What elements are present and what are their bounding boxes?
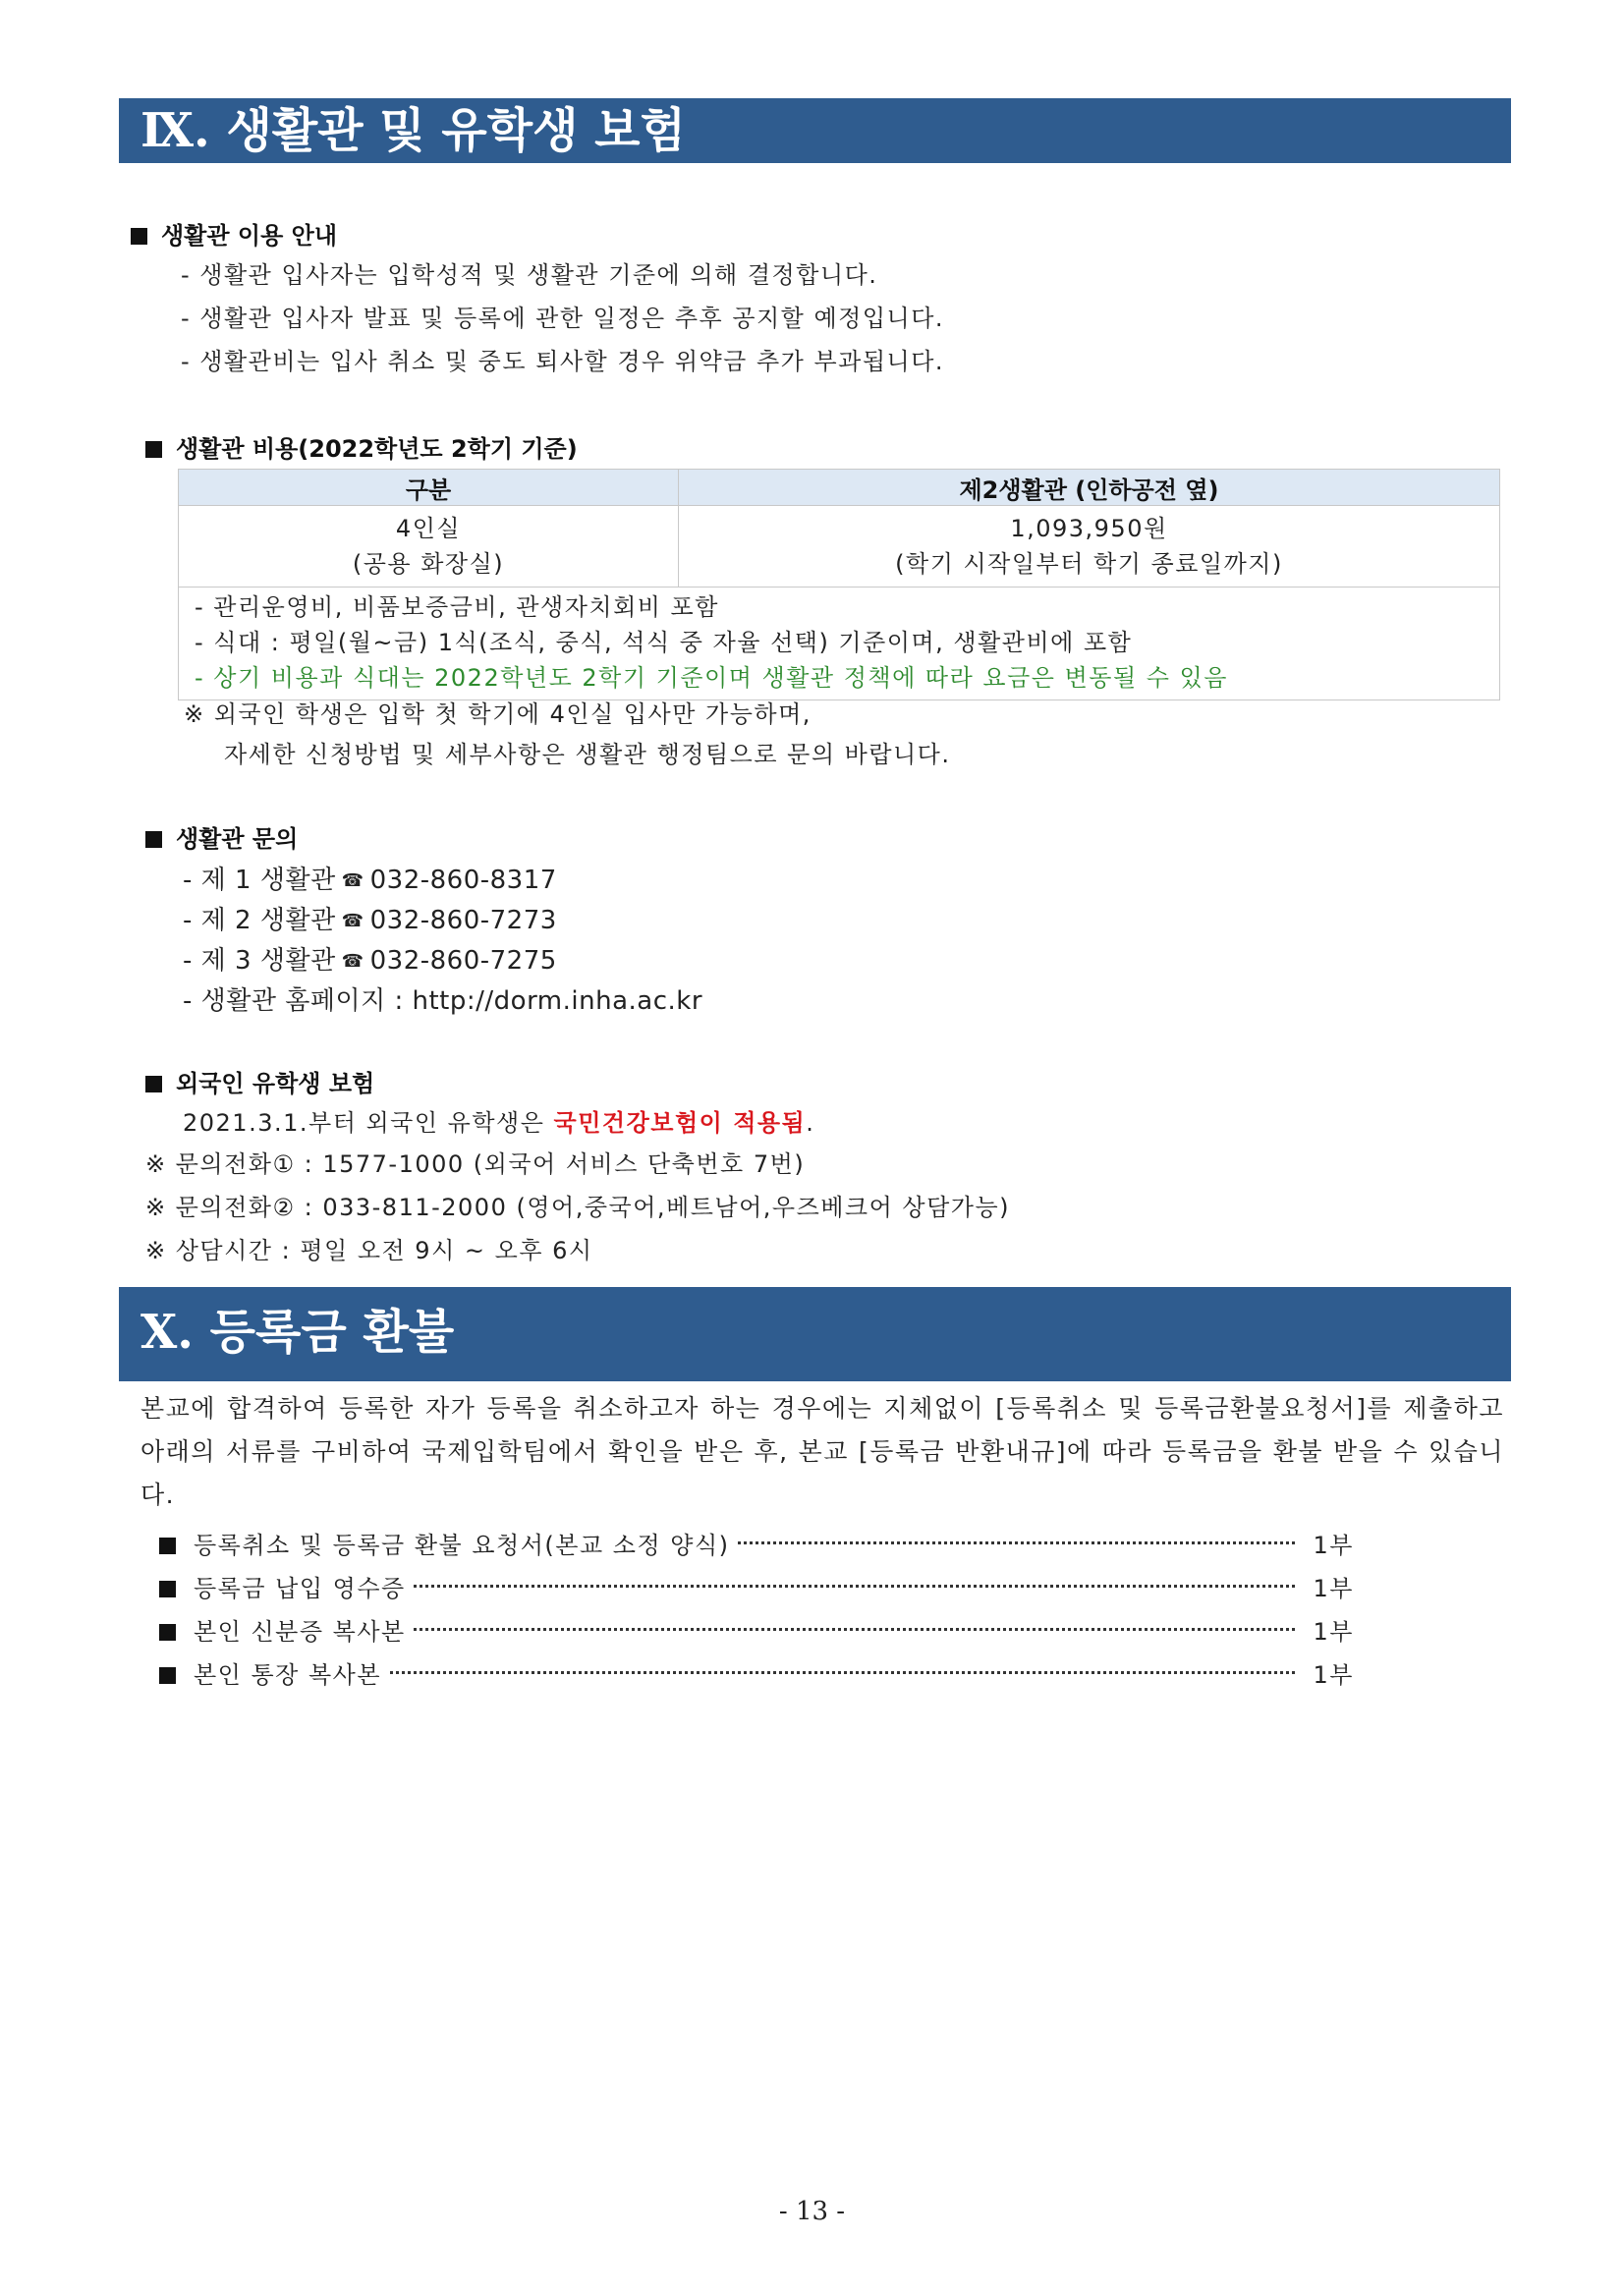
- price: 1,093,950원: [1010, 515, 1168, 542]
- document-item: [159, 1569, 1354, 1608]
- square-bullet-icon: [159, 1667, 176, 1684]
- cost-heading: [145, 429, 578, 464]
- dorm-phone: 032-860-8317: [369, 866, 557, 895]
- inquiry-heading: [145, 819, 298, 854]
- document-item: [159, 1612, 1354, 1651]
- dorm-contact: [183, 940, 557, 977]
- dorm-label: - 제 3 생활관: [183, 946, 336, 976]
- usage-heading: [131, 216, 337, 251]
- section-10-title: Ⅹ. 등록금 환불: [119, 1287, 1511, 1381]
- dorm-contact: [183, 860, 557, 896]
- document-name: 등록취소 및 등록금 환불 요청서(본교 소정 양식): [194, 1532, 730, 1559]
- insurance-contact: ※ 문의전화② : 033-811-2000 (영어,중국어,베트남어,우즈베크어 상담가능): [145, 1194, 1011, 1221]
- document-item: [159, 1655, 1354, 1695]
- cost-note-green: - 상기 비용과 식대는 2022학년도 2학기 기준이며 생활관 정책에 따라 요금은 변동될 수 있음: [195, 664, 1228, 692]
- square-bullet-icon: [159, 1538, 176, 1554]
- phone-icon: ☎: [341, 911, 364, 931]
- document-name-wrap: [159, 1655, 387, 1690]
- col-header-dorm2: 제2생활관 (인하공전 옆): [679, 470, 1500, 506]
- document-name: 등록금 납입 영수증: [194, 1575, 406, 1602]
- cost-note: - 식대 : 평일(월~금) 1식(조식, 중식, 석식 중 자율 선택) 기준이며, 생활관비에 포함: [195, 629, 1133, 656]
- document-name-wrap: [159, 1526, 736, 1560]
- col-header-category: 구분: [179, 470, 679, 506]
- room-type-detail: (공용 화장실): [352, 550, 505, 578]
- inquiry-heading-text: 생활관 문의: [176, 825, 299, 853]
- cost-notes-cell: [179, 588, 1500, 700]
- document-count: 1부: [1310, 1612, 1354, 1647]
- room-type-cell: [179, 506, 679, 588]
- cost-heading-text: 생활관 비용(2022학년도 2학기 기준): [176, 435, 578, 463]
- square-bullet-icon: [131, 228, 147, 245]
- document-name: 본인 통장 복사본: [194, 1661, 382, 1689]
- document-name: 본인 신분증 복사본: [194, 1618, 406, 1646]
- insurance-heading-text: 외국인 유학생 보험: [176, 1070, 375, 1097]
- document-name-wrap: [159, 1612, 412, 1647]
- insurance-contact: ※ 문의전화① : 1577-1000 (외국어 서비스 단축번호 7번): [145, 1150, 806, 1178]
- square-bullet-icon: [145, 831, 162, 848]
- phone-icon: ☎: [341, 870, 364, 891]
- document-name-wrap: [159, 1569, 412, 1603]
- document-count: 1부: [1310, 1526, 1354, 1560]
- dorm-label: - 제 1 생활관: [183, 866, 336, 895]
- usage-item: - 생활관비는 입사 취소 및 중도 퇴사할 경우 위약금 추가 부과됩니다.: [181, 348, 945, 375]
- dorm-contact: [183, 900, 557, 936]
- dorm-phone: 032-860-7273: [369, 906, 557, 935]
- document-count: 1부: [1310, 1569, 1354, 1603]
- insurance-notice-text: 2021.3.1.부터 외국인 유학생은: [183, 1109, 554, 1137]
- room-type: 4인실: [395, 515, 462, 542]
- price-cell: [679, 506, 1500, 588]
- document-item: [159, 1526, 1354, 1565]
- price-period: (학기 시작일부터 학기 종료일까지): [895, 550, 1283, 578]
- section-9-title: Ⅸ. 생활관 및 유학생 보험: [119, 98, 1511, 163]
- dorm-homepage: - 생활관 홈페이지 : http://dorm.inha.ac.kr: [183, 986, 703, 1016]
- square-bullet-icon: [159, 1624, 176, 1641]
- insurance-highlight: 국민건강보험이 적용됨: [553, 1109, 807, 1137]
- dorm-label: - 제 2 생활관: [183, 906, 336, 935]
- document-count: 1부: [1310, 1655, 1354, 1690]
- insurance-notice-end: .: [806, 1109, 815, 1137]
- insurance-heading: [145, 1064, 374, 1098]
- dorm-phone: 032-860-7275: [369, 946, 557, 976]
- page-number: - 13 -: [778, 2197, 846, 2226]
- cost-note: - 관리운영비, 비품보증금비, 관생자치회비 포함: [195, 593, 719, 621]
- phone-icon: ☎: [341, 951, 364, 972]
- foreign-student-remark: ※ 외국인 학생은 입학 첫 학기에 4인실 입사만 가능하며,: [184, 700, 812, 728]
- refund-paragraph: 본교에 합격하여 등록한 자가 등록을 취소하고자 하는 경우에는 지체없이 [등록취소 및 등록금환불요청서]를 제출하고 아래의 서류를 구비하여 국제입학팀에서 확인을 받은 후, 본교 [등록금 반환내규]에 따라 등록금을 환불 받을 수 있습니다.: [140, 1394, 1504, 1509]
- foreign-student-remark-2: 자세한 신청방법 및 세부사항은 생활관 행정팀으로 문의 바랍니다.: [224, 741, 951, 768]
- square-bullet-icon: [145, 441, 162, 458]
- usage-heading-text: 생활관 이용 안내: [161, 222, 337, 250]
- usage-item: - 생활관 입사자 발표 및 등록에 관한 일정은 추후 공지할 예정입니다.: [181, 305, 945, 332]
- cost-table: [178, 469, 1500, 700]
- consult-hours: ※ 상담시간 : 평일 오전 9시 ~ 오후 6시: [145, 1237, 593, 1264]
- square-bullet-icon: [159, 1581, 176, 1597]
- usage-item: - 생활관 입사자는 입학성적 및 생활관 기준에 의해 결정합니다.: [181, 261, 878, 289]
- square-bullet-icon: [145, 1076, 162, 1092]
- insurance-notice: [183, 1103, 814, 1138]
